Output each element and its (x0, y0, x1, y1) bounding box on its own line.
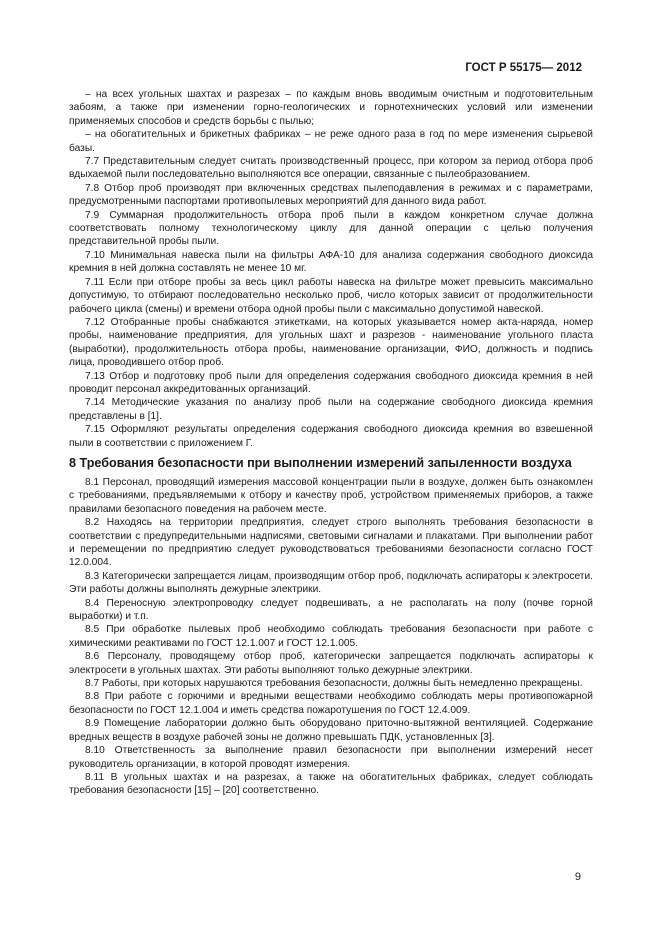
paragraph: 7.8 Отбор проб производят при включенных средствах пылеподавления в режимах и с параметрами, предусмотренными паспортами противопылевых мероприятий для данного вида работ. (69, 182, 593, 208)
paragraph: 7.7 Представительным следует считать производственный процесс, при котором за период отбора проб вдыхаемой пыли последовательно выполняются все операции, связанные с пылеобразованием. (69, 156, 593, 181)
paragraph: – на обогатительных и брикетных фабриках – не реже одного раза в год по мере изменения сырьевой базы. (69, 129, 593, 154)
paragraph: 8.9 Помещение лаборатории должно быть оборудовано приточно-вытяжной вентиляцией. Содержание вредных веществ в воздухе рабочей зоны не должно превышать ПДК, установленных [3]. (69, 718, 593, 743)
paragraph: 8.6 Персоналу, проводящему отбор проб, категорически запрещается подключать аспираторы к электросети в угольных шахтах. Эти работы выполняют только дежурные электрики. (69, 651, 593, 676)
paragraph: 8.10 Ответственность за выполнение правил безопасности при выполнении измерений несет руководитель организации, в которой проводят измерения. (69, 745, 593, 770)
paragraph: 7.15 Оформляют результаты определения содержания свободного диоксида кремния во взвешенной пыли в соответствии с приложением Г. (69, 424, 593, 449)
paragraph: 7.13 Отбор и подготовку проб пыли для определения содержания свободного диоксида кремния в ней проводит персонал аккредитованных организаций. (69, 370, 593, 395)
paragraph: 7.12 Отобранные пробы снабжаются этикетками, на которых указывается номер акта-наряда, номер пробы, наименование предприятия, для угольных шахт и разрезов - наименование угольного пласта (выработки), продолжительность отбора пробы, наименование организации, ФИО, должность и подпись лица, проводившего отбор проб. (69, 316, 593, 369)
paragraph: 8.8 При работе с горючими и вредными веществами необходимо соблюдать меры противопожарной безопасности по ГОСТ 12.1.004 и иметь средства пожаротушения по ГОСТ 12.4.009. (69, 691, 593, 716)
paragraph: 8.5 При обработке пылевых проб необходимо соблюдать требования безопасности при работе с химическими реактивами по ГОСТ 12.1.007 и ГОСТ 12.1.005. (69, 624, 593, 649)
paragraph: 8.7 Работы, при которых нарушаются требования безопасности, должны быть немедленно прекращены. (85, 678, 583, 690)
paragraph: 8.3 Категорически запрещается лицам, производящим отбор проб, подключать аспираторы к электросети. Эти работы должны выполнять дежурные электрики. (69, 570, 593, 596)
paragraph: – на всех угольных шахтах и разрезах – по каждым вновь вводимым очистным и подготовительным забоям, а также при изменении горно-геологических и горнотехнических условий или изменении применяемых способов и средств борьбы с пылью; (69, 89, 593, 127)
page-number: 9 (574, 871, 581, 883)
page-content (69, 88, 593, 798)
paragraph: 7.9 Суммарная продолжительность отбора проб пыли в каждом конкретном случае должна соответствовать полному технологическому циклу для данной операции с целью получения представительной пробы пыли. (69, 209, 593, 248)
paragraph: 8.11 В угольных шахтах и на разрезах, а также на обогатительных фабриках, следует соблюдать требования безопасности [15] – [20] соответственно. (69, 771, 593, 797)
paragraph: 7.14 Методические указания по анализу проб пыли на содержание свободного диоксида кремния представлены в [1]. (69, 397, 593, 422)
paragraph: 7.10 Минимальная навеска пыли на фильтры АФА-10 для анализа содержания свободного диоксида кремния в ней должна составлять не менее 10 мг. (69, 249, 593, 275)
section-heading: 8 Требования безопасности при выполнении измерений запыленности воздуха (69, 455, 572, 470)
paragraph: 8.4 Переносную электропроводку следует подвешивать, а не располагать на полу (почве горной выработки) и т.п. (69, 597, 593, 623)
paragraph: 8.2 Находясь на территории предприятия, следует строго выполнять требования безопасности в соответствии с предупредительными надписями, световыми сигналами и плакатами. При выполнении работ и перемещении по предприятию следует руководствоваться требованиями безопасности согласно ГОСТ 12.0.004. (69, 517, 593, 569)
paragraph: 7.11 Если при отборе пробы за весь цикл работы навеска на фильтре может превысить максимально допустимую, то отбирают последовательно несколько проб, число которых зависит от продолжительности рабочего цикла (смены) и времени отбора одной пробы пыли с максимально допустимой навеской. (69, 276, 593, 315)
document-header: ГОСТ Р 55175— 2012 (465, 62, 582, 74)
paragraph: 8.1 Персонал, проводящий измерения массовой концентрации пыли в воздухе, должен быть ознакомлен с требованиями, предъявляемыми к отбору и качеству проб, устройством применяемых приборов, а также правилами безопасного поведения на рабочем месте. (69, 476, 593, 515)
